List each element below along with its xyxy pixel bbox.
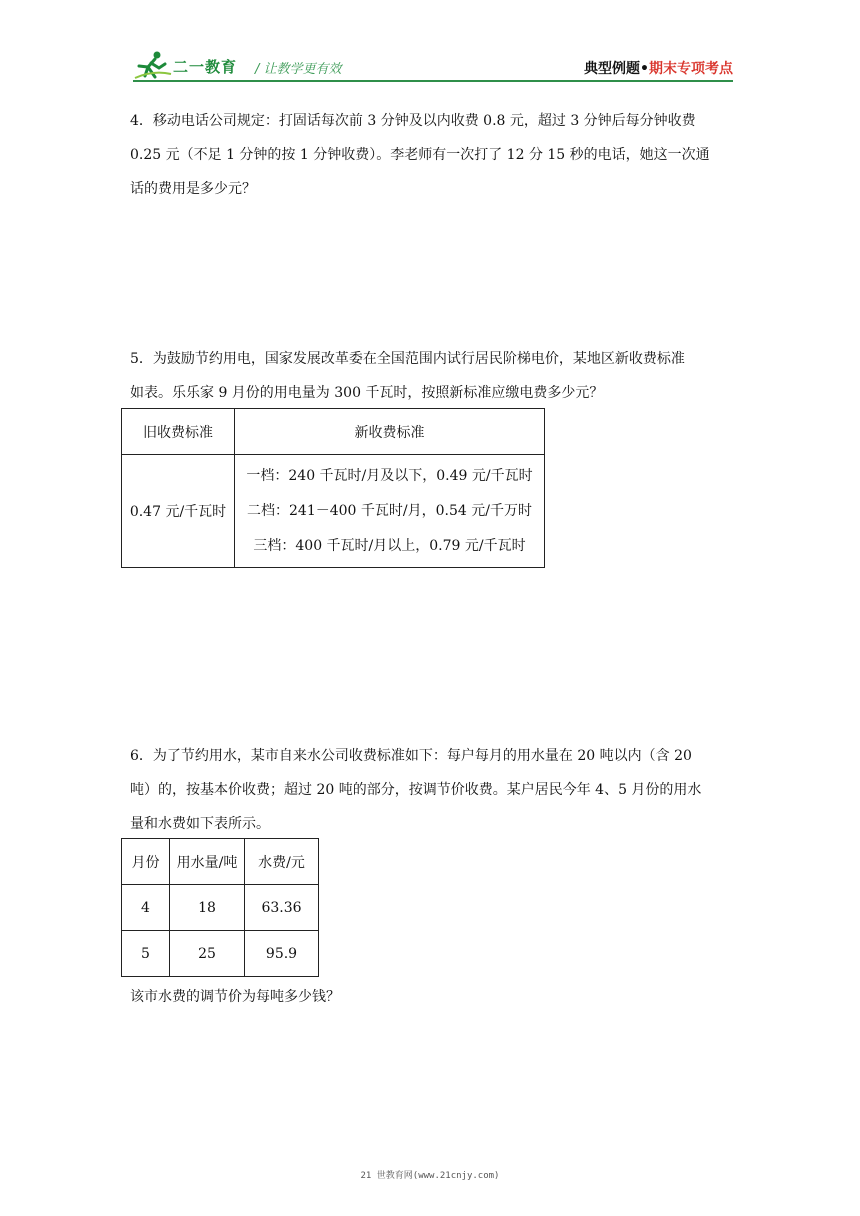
q4-line: 4．移动电话公司规定：打固话每次前 3 分钟及以内收费 0.8 元，超过 3 分钟后每分钟收费 <box>130 113 696 129</box>
question-4 <box>130 104 730 206</box>
q6-line: 量和水费如下表所示。 <box>130 816 270 832</box>
header-tag-red: 期末专项考点 <box>649 61 733 77</box>
page-footer: 21 世教育网(www.21cnjy.com) <box>360 1171 500 1181</box>
tier-line: 一档：240 千瓦时/月及以下，0.49 元/千瓦时 <box>246 467 533 484</box>
table-cell: 5 <box>122 931 170 977</box>
logo-text: 二一教育 <box>173 58 238 76</box>
header-cell: 用水量/吨 <box>170 839 245 885</box>
q4-line: 0.25 元（不足 1 分钟的按 1 分钟收费）。李老师有一次打了 12 分 15 秒的电话，她这一次通 <box>130 147 710 163</box>
electricity-price-table <box>121 408 545 568</box>
table-cell: 18 <box>170 885 245 931</box>
old-price-cell: 0.47 元/千瓦时 <box>122 455 235 568</box>
header-cell: 水费/元 <box>245 839 319 885</box>
table-cell: 4 <box>122 885 170 931</box>
q4-line: 话的费用是多少元？ <box>130 181 256 197</box>
table-cell: 25 <box>170 931 245 977</box>
page-header <box>133 50 733 84</box>
tier-line: 二档：241－400 千瓦时/月，0.54 元/千万时 <box>247 502 532 519</box>
header-cell: 旧收费标准 <box>122 409 235 455</box>
new-price-cell <box>235 455 545 568</box>
header-cell: 新收费标准 <box>235 409 545 455</box>
q6-line: 6．为了节约用水，某市自来水公司收费标准如下：每户每月的用水量在 20 吨以内（含 20 <box>130 748 692 764</box>
header-divider <box>133 80 733 82</box>
header-tag <box>584 58 733 78</box>
question-5 <box>130 342 730 410</box>
slogan: / 让教学更有效 <box>255 62 342 77</box>
q5-line: 5．为鼓励节约用电，国家发展改革委在全国范围内试行居民阶梯电价，某地区新收费标准 <box>130 351 685 367</box>
table-cell: 63.36 <box>245 885 319 931</box>
question-6-ask <box>130 980 730 1014</box>
q6-question: 该市水费的调节价为每吨多少钱？ <box>130 989 340 1005</box>
table-header-row <box>122 839 319 885</box>
table-row <box>122 455 545 568</box>
tier-line: 三档：400 千瓦时/月以上，0.79 元/千瓦时 <box>253 537 526 554</box>
logo <box>133 50 248 80</box>
question-6 <box>130 739 730 841</box>
table-row <box>122 931 319 977</box>
table-row <box>122 885 319 931</box>
water-fee-table <box>121 838 319 977</box>
header-tag-black: 典型例题• <box>584 61 649 77</box>
q5-line: 如表。乐乐家 9 月份的用电量为 300 千瓦时，按照新标准应缴电费多少元？ <box>130 385 604 401</box>
q6-line: 吨）的，按基本价收费；超过 20 吨的部分，按调节价收费。某户居民今年 4、5 月份的用水 <box>130 782 702 798</box>
header-cell: 月份 <box>122 839 170 885</box>
table-header-row <box>122 409 545 455</box>
table-cell: 95.9 <box>245 931 319 977</box>
runner-logo-icon <box>133 50 173 80</box>
